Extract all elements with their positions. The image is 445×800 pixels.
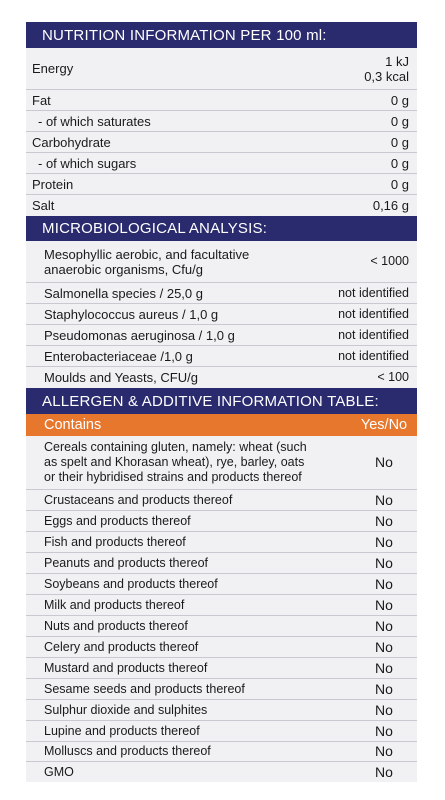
allergen-value: No (375, 491, 393, 508)
allergen-label: Sesame seeds and products thereof (44, 681, 245, 696)
nutrition-row (26, 132, 417, 153)
allergen-label: Celery and products thereof (44, 639, 199, 654)
allergen-header (26, 388, 417, 414)
allergen-row (26, 637, 417, 658)
nutrition-row (26, 90, 417, 111)
micro-row (26, 325, 417, 346)
energy-kcal: 0,3 kcal (364, 68, 409, 84)
nutrient-label: Carbohydrate (32, 134, 111, 150)
nutrient-value: 0 g (390, 134, 409, 150)
allergen-label-line: or their hybridised strains and products thereof (44, 470, 302, 484)
micro-row (26, 241, 417, 283)
allergen-label-line: Cereals containing gluten, namely: wheat (such (44, 440, 307, 454)
micro-row (26, 367, 417, 388)
allergen-label: Molluscs and products thereof (44, 744, 211, 758)
allergen-row (26, 532, 417, 553)
allergen-row (26, 700, 417, 721)
allergen-label: Soybeans and products thereof (44, 576, 218, 591)
nutrient-value: 0 g (390, 92, 409, 108)
allergen-value: No (375, 617, 393, 634)
energy-value (289, 54, 417, 84)
allergen-value: No (375, 454, 393, 470)
nutrition-label-panel (26, 22, 417, 782)
micro-title: MICROBIOLOGICAL ANALYSIS: (42, 220, 268, 237)
nutrient-value: 0 g (390, 113, 409, 129)
micro-value: not identified (338, 348, 409, 363)
allergen-label (26, 440, 351, 485)
allergen-label: Mustard and products thereof (44, 660, 208, 675)
micro-label (26, 247, 279, 277)
micro-label-line: Mesophyllic aerobic, and facultative (44, 246, 250, 262)
nutrition-row (26, 195, 417, 216)
allergen-row (26, 553, 417, 574)
micro-value: < 100 (377, 370, 409, 384)
micro-row (26, 346, 417, 367)
energy-kj: 1 kJ (385, 53, 409, 69)
allergen-label: Peanuts and products thereof (44, 555, 209, 570)
nutrition-row (26, 174, 417, 195)
allergen-row (26, 511, 417, 532)
allergen-value: No (375, 680, 393, 697)
allergen-row (26, 762, 417, 782)
micro-label: Salmonella species / 25,0 g (44, 285, 203, 301)
nutrient-label: - of which saturates (38, 113, 151, 129)
allergen-label: Eggs and products thereof (44, 513, 191, 528)
nutrient-label: Protein (32, 176, 74, 192)
micro-label: Moulds and Yeasts, CFU/g (44, 370, 198, 385)
nutrient-value: 0,16 g (372, 198, 409, 213)
micro-label: Enterobacteriaceae /1,0 g (44, 348, 193, 364)
contains-label: Contains (44, 417, 102, 433)
micro-row (26, 304, 417, 325)
allergen-value: No (375, 554, 393, 571)
allergen-value: No (375, 743, 393, 759)
contains-header-row (26, 414, 417, 436)
micro-value: < 1000 (370, 254, 409, 268)
micro-row (26, 283, 417, 304)
allergen-label: Crustaceans and products thereof (44, 492, 233, 507)
micro-label-line: anaerobic organisms, Cfu/g (44, 261, 203, 277)
allergen-value: No (375, 701, 393, 718)
allergen-row (26, 574, 417, 595)
micro-value: not identified (338, 306, 409, 321)
allergen-value: No (375, 763, 393, 780)
micro-value: not identified (338, 285, 409, 300)
allergen-row (26, 436, 417, 490)
yesno-label: Yes/No (360, 417, 408, 433)
micro-header (26, 216, 417, 241)
micro-label: Staphylococcus aureus / 1,0 g (44, 306, 219, 322)
micro-label: Pseudomonas aeruginosa / 1,0 g (44, 327, 235, 343)
allergen-value: No (375, 575, 393, 592)
nutrition-row (26, 111, 417, 132)
allergen-value: No (375, 659, 393, 676)
allergen-label: Lupine and products thereof (44, 723, 200, 738)
allergen-label: Fish and products thereof (44, 534, 186, 549)
allergen-label-line: as spelt and Khorasan wheat), rye, barley, oats (44, 455, 305, 469)
nutrient-label: Fat (32, 92, 51, 108)
allergen-row (26, 679, 417, 700)
allergen-title: ALLERGEN & ADDITIVE INFORMATION TABLE: (42, 392, 379, 410)
nutrient-label: Salt (32, 198, 55, 213)
allergen-value: No (375, 596, 393, 613)
allergen-value: No (375, 533, 393, 550)
allergen-value: No (375, 512, 393, 529)
allergen-label: Sulphur dioxide and sulphites (44, 702, 208, 717)
micro-value: not identified (338, 327, 409, 342)
nutrient-value: 0 g (390, 155, 409, 171)
allergen-row (26, 742, 417, 762)
energy-row (26, 48, 417, 90)
nutrient-value: 0 g (390, 176, 409, 192)
allergen-value: No (375, 722, 393, 739)
allergen-row (26, 616, 417, 637)
energy-label: Energy (32, 61, 74, 76)
allergen-row (26, 595, 417, 616)
nutrition-header (26, 22, 417, 48)
allergen-row (26, 490, 417, 511)
allergen-value: No (375, 638, 393, 655)
nutrition-title: NUTRITION INFORMATION PER 100 ml: (42, 26, 327, 44)
allergen-label: Milk and products thereof (44, 597, 185, 612)
allergen-label: Nuts and products thereof (44, 618, 188, 633)
allergen-label: GMO (44, 764, 74, 779)
nutrition-row (26, 153, 417, 174)
allergen-row (26, 658, 417, 679)
allergen-row (26, 721, 417, 742)
nutrient-label: - of which sugars (38, 155, 137, 171)
